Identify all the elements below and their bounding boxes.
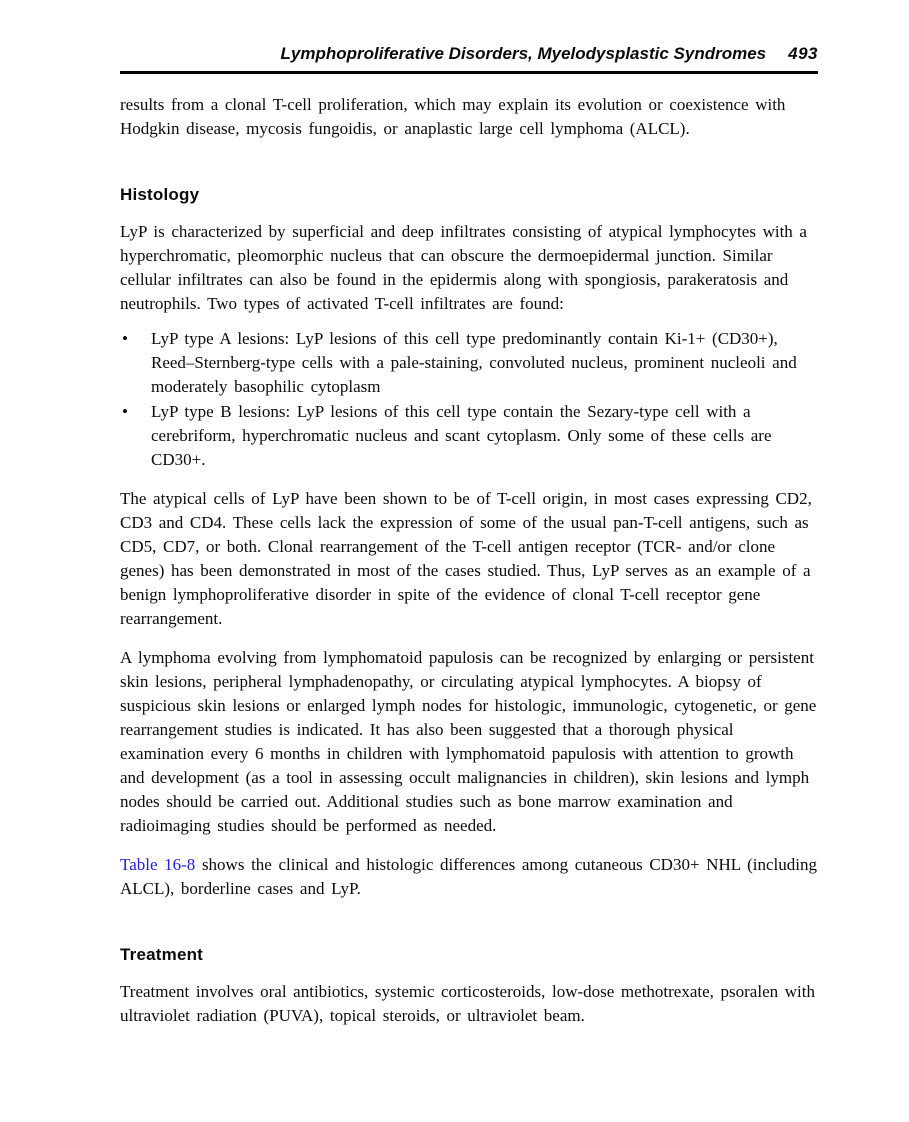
treatment-paragraph: Treatment involves oral antibiotics, systemic corticosteroids, low-dose methotrexate, psoralen with ultraviolet radiation (PUVA), topical steroids, or ultraviolet beam. [120, 982, 815, 1025]
running-header [120, 44, 818, 64]
page-body [120, 93, 818, 1028]
histology-paragraph-3: A lymphoma evolving from lymphomatoid papulosis can be recognized by enlarging or persistent skin lesions, peripheral lymphadenopathy, or circulating atypical lymphocytes. A biopsy of suspicious skin lesions or enlarged lymph nodes for histologic, immunologic, cytogenetic, or gene rearrangement studies is indicated. It has also been suggested that a thorough physical examination every 6 months in children with lymphomatoid papulosis with attention to growth and development (as a tool in assessing occult malignancies in children), skin lesions and lymph nodes should be carried out. Additional studies such as bone marrow examination and radioimaging studies should be performed as needed. [120, 648, 817, 835]
page-number: 493 [788, 44, 818, 63]
table-16-8-link[interactable]: Table 16-8 [120, 855, 196, 874]
histology-paragraph-1: LyP is characterized by superficial and deep infiltrates consisting of atypical lymphocytes with a hyperchromatic, pleomorphic nucleus that can obscure the dermoepidermal junction. Similar cellular infiltrates can also be found in the epidermis along with spongiosis, parakeratosis and neutrophils. Two types of activated T-cell infiltrates are found: [120, 222, 807, 313]
section-heading-histology: Histology [120, 185, 200, 204]
table-reference-paragraph [120, 853, 818, 901]
lyp-type-bullet-list [120, 327, 818, 472]
bullet-item-lyp-type-b: • LyP type B lesions: LyP lesions of this cell type contain the Sezary-type cell with a cerebriform, hyperchromatic nucleus and scant cytoplasm. Only some of these cells are CD30+. [120, 400, 818, 472]
header-rule [120, 71, 818, 74]
running-header-title: Lymphoproliferative Disorders, Myelodysplastic Syndromes [280, 44, 767, 63]
bullet-item-lyp-type-a: • LyP type A lesions: LyP lesions of this cell type predominantly contain Ki-1+ (CD30+), Reed–Sternberg-type cells with a pale-staining, convoluted nucleus, prominent nucleoli and moderately basophilic cytoplasm [120, 327, 818, 399]
histology-paragraph-2: The atypical cells of LyP have been shown to be of T-cell origin, in most cases expressing CD2, CD3 and CD4. These cells lack the expression of some of the usual pan-T-cell antigens, such as CD5, CD7, or both. Clonal rearrangement of the T-cell antigen receptor (TCR- and/or clone genes) has been demonstrated in most of the cases studied. Thus, LyP serves as an example of a benign lymphoproliferative disorder in spite of the evidence of clonal T-cell receptor gene rearrangement. [120, 489, 812, 628]
intro-paragraph: results from a clonal T-cell proliferation, which may explain its evolution or coexistence with Hodgkin disease, mycosis fungoidis, or anaplastic large cell lymphoma (ALCL). [120, 95, 786, 138]
section-heading-treatment: Treatment [120, 945, 204, 964]
table-reference-text: shows the clinical and histologic differences among cutaneous CD30+ NHL (including ALCL), borderline cases and LyP. [120, 855, 817, 898]
